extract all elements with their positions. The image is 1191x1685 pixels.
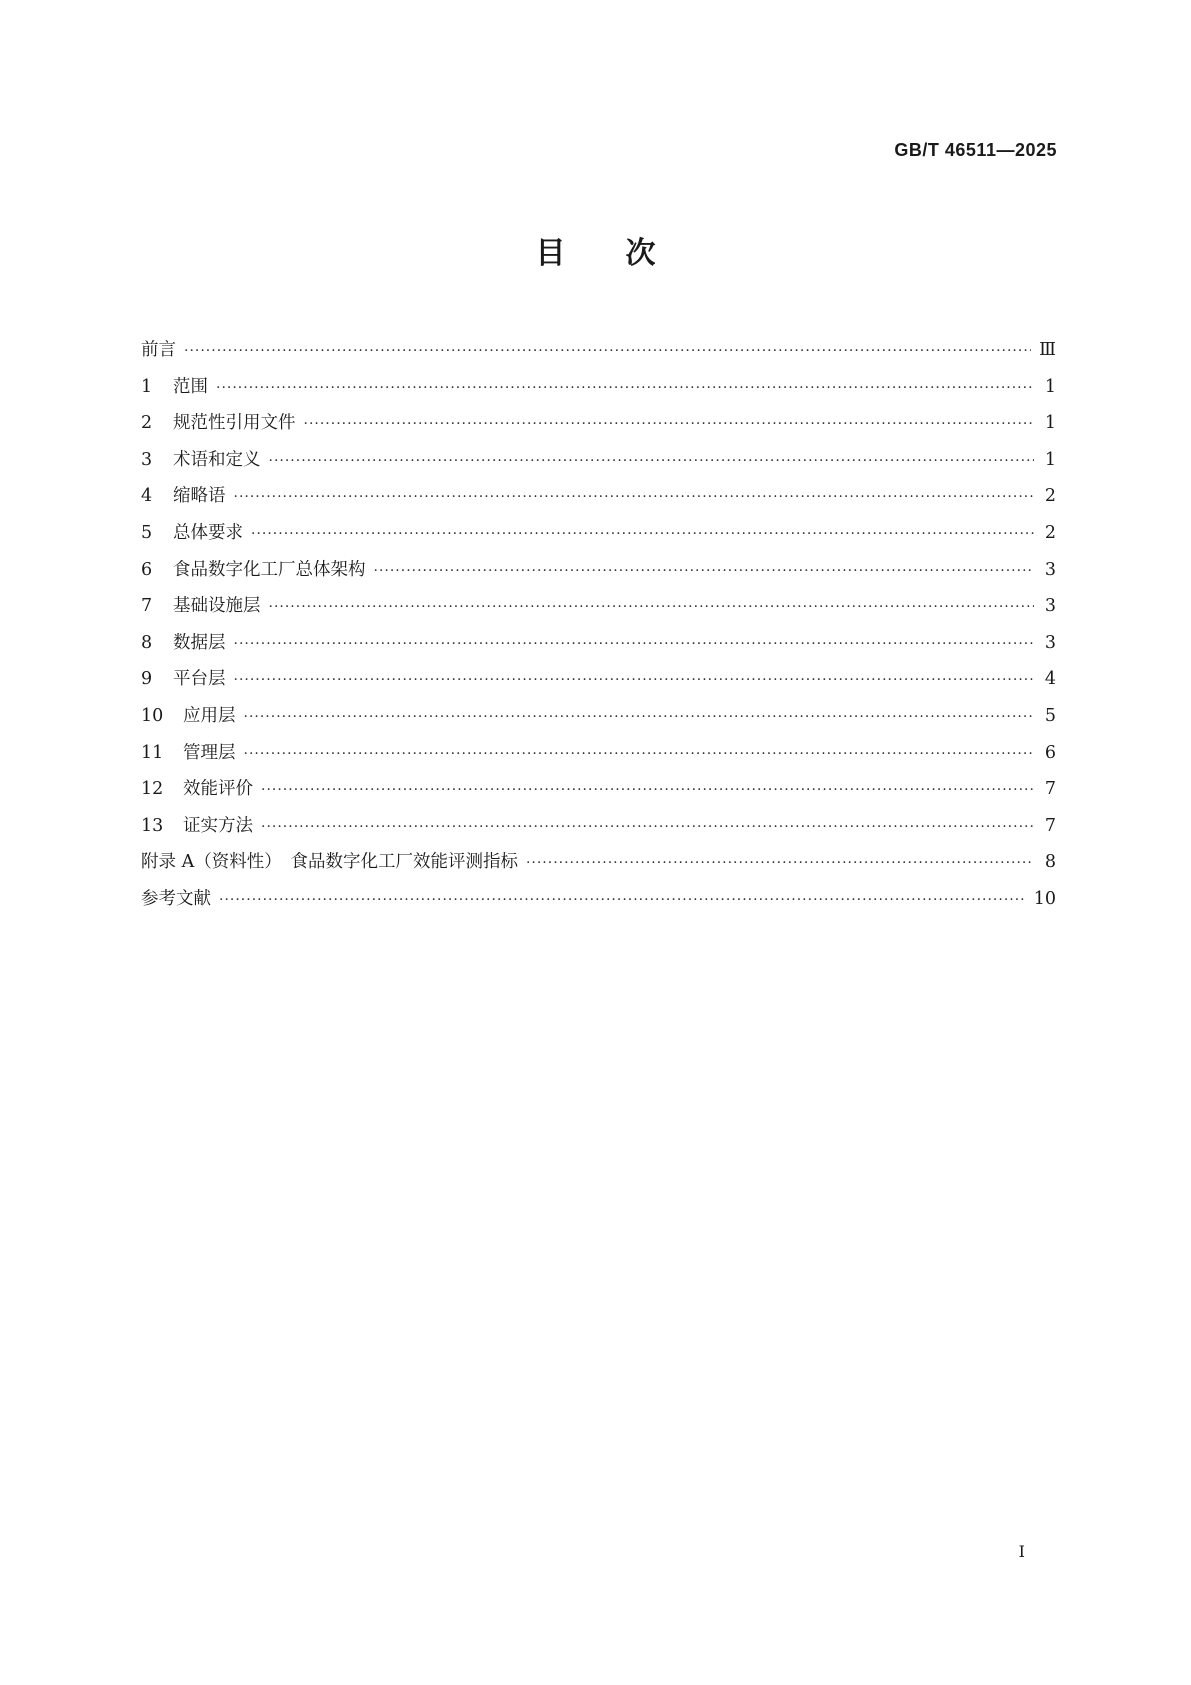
toc-entry-11[interactable] <box>141 739 1056 776</box>
table-of-contents <box>141 336 1056 922</box>
toc-entry-page: 3 <box>1044 632 1056 653</box>
toc-entry-page: 1 <box>1044 449 1056 470</box>
toc-entry-page: 5 <box>1044 705 1056 726</box>
toc-entry-label: 数据层 <box>173 632 226 653</box>
toc-entry-8[interactable] <box>141 629 1056 666</box>
toc-entry-page: 7 <box>1044 815 1056 836</box>
toc-entry-7[interactable] <box>141 592 1056 629</box>
toc-entry-label: 平台层 <box>173 669 226 690</box>
page-number: Ⅰ <box>1018 1542 1025 1561</box>
dot-leader <box>234 636 1035 652</box>
toc-entry-label: 范围 <box>173 376 208 397</box>
toc-entry-page: 4 <box>1044 669 1056 690</box>
toc-entry-1[interactable] <box>141 373 1056 410</box>
toc-entry-label: 基础设施层 <box>173 596 261 617</box>
toc-entry-label: 应用层 <box>183 705 236 726</box>
toc-entry-4[interactable] <box>141 482 1056 519</box>
toc-entry-appendix-a[interactable] <box>141 848 1056 885</box>
toc-entry-label: 管理层 <box>183 742 236 763</box>
dot-leader <box>244 709 1035 725</box>
toc-entry-number: 9 <box>141 669 153 690</box>
dot-leader <box>269 599 1035 615</box>
toc-entry-page: 10 <box>1033 888 1056 909</box>
toc-entry-label: 食品数字化工厂总体架构 <box>173 559 366 580</box>
toc-entry-number: 8 <box>141 632 153 653</box>
toc-entry-foreword[interactable] <box>141 336 1056 373</box>
toc-entry-number: 12 <box>141 779 164 800</box>
toc-entry-number: 2 <box>141 413 153 434</box>
toc-entry-label: 参考文献 <box>141 888 211 909</box>
toc-entry-page: 6 <box>1044 742 1056 763</box>
dot-leader <box>261 782 1034 798</box>
toc-entry-label: 总体要求 <box>173 522 243 543</box>
toc-entry-references[interactable] <box>141 885 1056 922</box>
toc-entry-number: 3 <box>141 449 153 470</box>
toc-entry-13[interactable] <box>141 812 1056 849</box>
toc-entry-3[interactable] <box>141 446 1056 483</box>
dot-leader <box>234 489 1035 505</box>
toc-entry-number: 11 <box>141 742 164 763</box>
toc-entry-2[interactable] <box>141 409 1056 446</box>
toc-entry-label: 规范性引用文件 <box>173 413 296 434</box>
toc-entry-6[interactable] <box>141 556 1056 593</box>
dot-leader <box>244 746 1035 762</box>
standard-code: GB/T 46511—2025 <box>894 140 1057 160</box>
dot-leader <box>526 855 1034 871</box>
toc-entry-number: 4 <box>141 486 153 507</box>
toc-entry-label: 缩略语 <box>173 486 226 507</box>
page-title: 目次 <box>535 236 716 271</box>
toc-entry-page: 7 <box>1044 779 1056 800</box>
toc-entry-10[interactable] <box>141 702 1056 739</box>
dot-leader <box>184 343 1031 359</box>
toc-entry-page: 1 <box>1044 376 1056 397</box>
toc-entry-number: 7 <box>141 596 153 617</box>
dot-leader <box>234 672 1035 688</box>
toc-entry-page: 2 <box>1044 522 1056 543</box>
toc-entry-number: 10 <box>141 705 164 726</box>
toc-entry-label: 术语和定义 <box>173 449 261 470</box>
toc-entry-12[interactable] <box>141 775 1056 812</box>
toc-entry-page: 2 <box>1044 486 1056 507</box>
toc-entry-page: 3 <box>1044 596 1056 617</box>
toc-entry-page: 1 <box>1044 413 1056 434</box>
toc-entry-number: 13 <box>141 815 164 836</box>
toc-entry-label: 附录 A（资料性） 食品数字化工厂效能评测指标 <box>141 852 518 873</box>
dot-leader <box>216 380 1034 396</box>
dot-leader <box>374 563 1035 579</box>
toc-entry-page: Ⅲ <box>1039 340 1056 360</box>
toc-entry-9[interactable] <box>141 665 1056 702</box>
toc-entry-number: 5 <box>141 522 153 543</box>
toc-entry-5[interactable] <box>141 519 1056 556</box>
toc-entry-page: 8 <box>1044 852 1056 873</box>
toc-entry-label: 效能评价 <box>183 779 253 800</box>
dot-leader <box>261 819 1034 835</box>
toc-entry-page: 3 <box>1044 559 1056 580</box>
dot-leader <box>269 453 1035 469</box>
toc-entry-number: 6 <box>141 559 153 580</box>
toc-entry-number: 1 <box>141 376 153 397</box>
dot-leader <box>219 892 1026 908</box>
dot-leader <box>251 526 1034 542</box>
dot-leader <box>304 416 1035 432</box>
toc-entry-label: 证实方法 <box>183 815 253 836</box>
toc-entry-label: 前言 <box>141 340 176 360</box>
